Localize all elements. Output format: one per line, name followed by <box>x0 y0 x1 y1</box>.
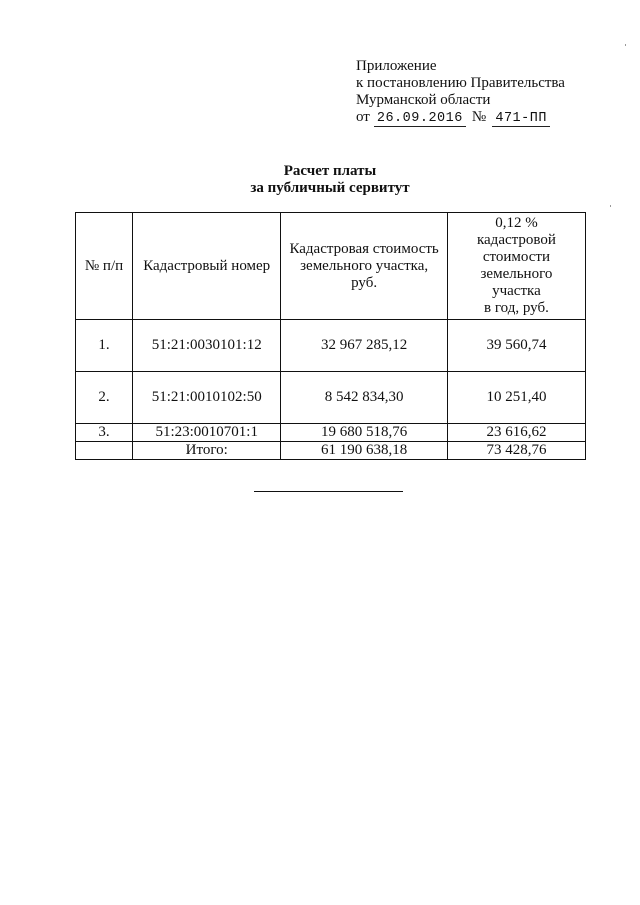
resolution-date: 26.09.2016 <box>374 111 466 127</box>
header-pay-line: в год, руб. <box>484 300 549 316</box>
header-cost-line: земельного участка, руб. <box>300 257 429 291</box>
row-annual-payment: 23 616,62 <box>447 424 585 442</box>
header-cadastral-number: Кадастровый номер <box>133 213 281 320</box>
resolution-number: 471-ПП <box>492 111 550 127</box>
scan-speck <box>610 205 611 207</box>
appendix-line-1: Приложение <box>356 58 437 74</box>
table-total-row <box>76 442 586 460</box>
total-label: Итого: <box>133 442 281 460</box>
table-row <box>76 372 586 424</box>
header-cadastral-cost <box>281 213 448 320</box>
row-cadastral-number: 51:21:0030101:12 <box>133 320 281 372</box>
row-cadastral-cost: 19 680 518,76 <box>281 424 448 442</box>
from-label: от <box>356 109 370 125</box>
total-cadastral-cost: 61 190 638,18 <box>281 442 448 460</box>
header-annual-payment <box>447 213 585 320</box>
number-label: № <box>471 109 487 125</box>
row-num: 3. <box>76 424 133 442</box>
row-num: 2. <box>76 372 133 424</box>
header-pay-line: кадастровой <box>476 232 556 248</box>
document-title-line-1: Расчет платы <box>283 163 377 179</box>
row-cadastral-number: 51:21:0010102:50 <box>133 372 281 424</box>
row-annual-payment: 10 251,40 <box>447 372 585 424</box>
row-cadastral-number: 51:23:0010701:1 <box>133 424 281 442</box>
appendix-line-2: к постановлению Правительства <box>356 75 565 91</box>
appendix-header <box>356 58 565 127</box>
total-empty-cell <box>76 442 133 460</box>
header-pay-line: 0,12 % <box>495 215 538 231</box>
header-pay-line: участка <box>492 283 541 299</box>
appendix-reference-line <box>356 109 565 127</box>
row-cadastral-cost: 32 967 285,12 <box>281 320 448 372</box>
document-title-line-2: за публичный сервитут <box>250 180 410 196</box>
header-num: № п/п <box>76 213 133 320</box>
row-num: 1. <box>76 320 133 372</box>
appendix-line-3: Мурманской области <box>356 92 491 108</box>
table-row <box>76 320 586 372</box>
table-row <box>76 424 586 442</box>
row-cadastral-cost: 8 542 834,30 <box>281 372 448 424</box>
header-cost-line: Кадастровая стоимость <box>289 240 439 257</box>
header-pay-line: земельного <box>480 266 553 282</box>
header-pay-line: стоимости <box>482 249 551 265</box>
closing-rule <box>254 491 403 492</box>
servitude-payment-table <box>75 212 586 460</box>
row-annual-payment: 39 560,74 <box>447 320 585 372</box>
total-annual-payment: 73 428,76 <box>447 442 585 460</box>
scan-speck <box>625 44 626 46</box>
table-header-row <box>76 213 586 320</box>
